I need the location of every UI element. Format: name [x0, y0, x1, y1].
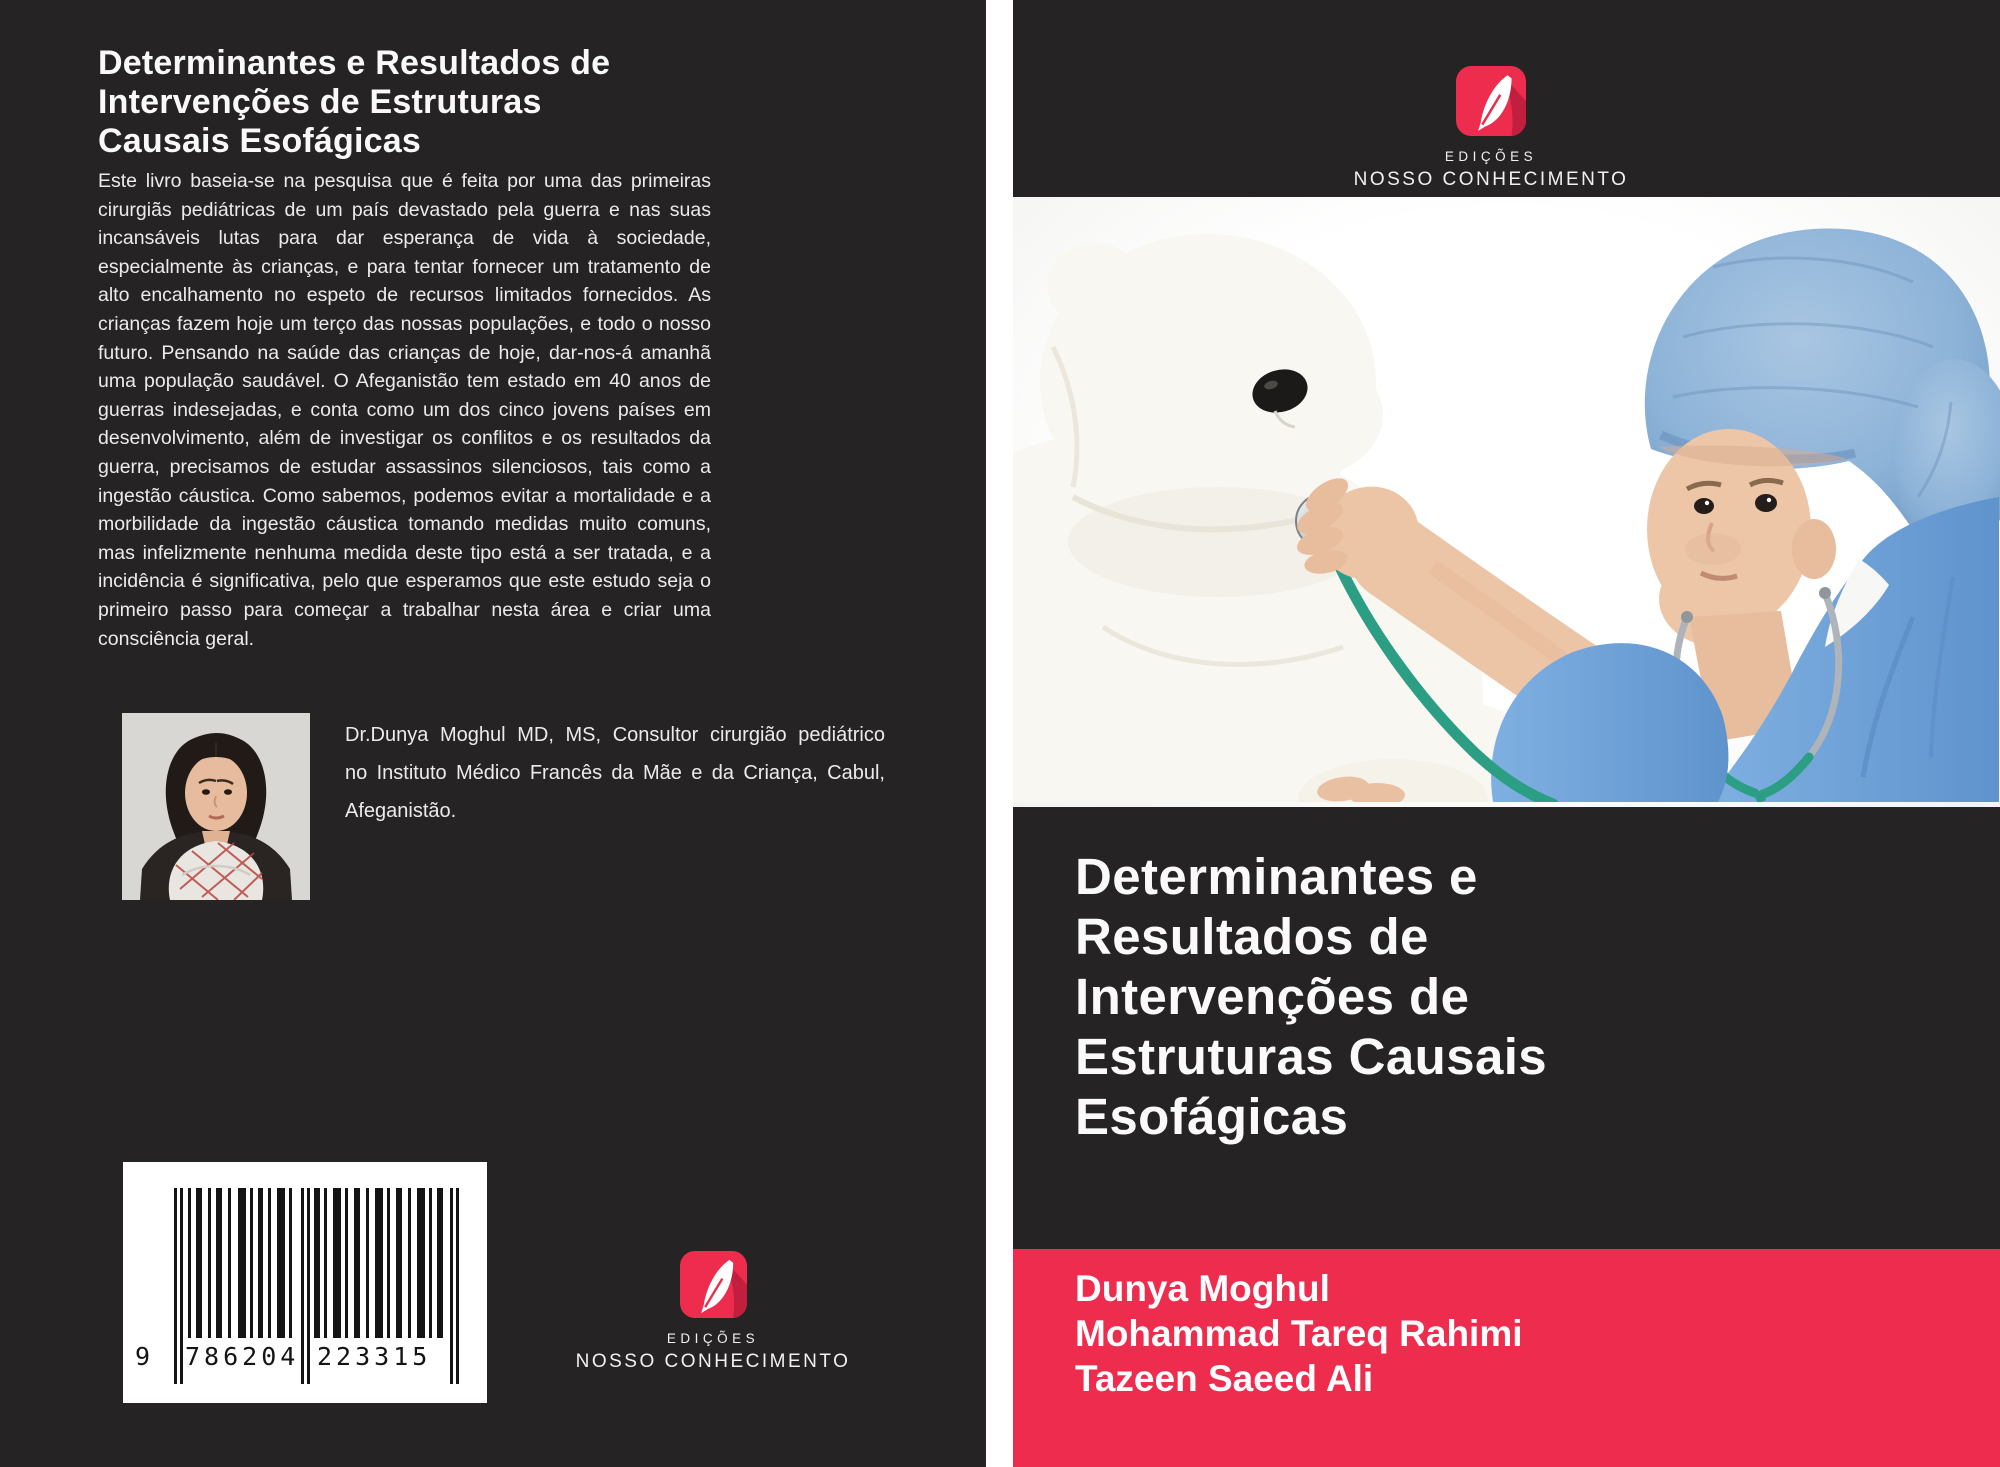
cover-photo-illustration — [1013, 197, 2000, 802]
author-bio-line: Afeganistão. — [345, 800, 457, 822]
publisher-name-bottom: NOSSO CONHECIMENTO — [575, 1351, 851, 1372]
barcode-digit-group: 9 — [135, 1342, 151, 1371]
back-title-line: Intervenções de Estruturas — [98, 83, 542, 121]
barcode-digit-group: 786204 — [185, 1342, 300, 1371]
front-title-line: Resultados de — [1075, 908, 1429, 965]
front-title-line: Esofágicas — [1075, 1088, 1349, 1145]
back-cover-title — [98, 44, 610, 161]
author-bio — [345, 716, 885, 830]
front-title-block — [1013, 807, 2000, 1249]
publisher-logo-back — [543, 1251, 883, 1373]
front-title-line: Determinantes e — [1075, 848, 1478, 905]
publisher-name-top: EDIÇÕES — [666, 1331, 760, 1346]
author-portrait-illustration — [122, 713, 310, 900]
front-cover-header — [1013, 0, 2000, 197]
publisher-name-bottom: NOSSO CONHECIMENTO — [1353, 169, 1629, 190]
author-bio-line: no Instituto Médico Francês da Mãe e da Criança, Cabul, — [345, 762, 885, 784]
author-name: Mohammad Tareq Rahimi — [1075, 1313, 1523, 1354]
front-title-line: Intervenções de — [1075, 968, 1470, 1025]
publisher-logo-front — [1321, 66, 1661, 191]
back-cover — [0, 0, 986, 1467]
barcode-digit-group: 223315 — [317, 1342, 432, 1371]
barcode — [123, 1162, 487, 1403]
cover-photo — [1013, 197, 2000, 807]
front-title-line: Estruturas Causais — [1075, 1028, 1548, 1085]
back-title-line: Determinantes e Resultados de — [98, 44, 611, 82]
publisher-feather-icon — [680, 1251, 747, 1318]
front-authors-band — [1013, 1249, 2000, 1467]
back-cover-description: Este livro baseia-se na pesquisa que é feita por uma das primeiras cirurgiãs pediátricas de um país devastado pela guerra e nas suas incansáveis lutas para dar esperança de vida à sociedade, especialmente às crianças, e para tentar fornecer um tratamento de alto encalhamento no espeto de recursos limitados fornecidos. As crianças fazem hoje um terço das nossas populações, e todo o nosso futuro. Pensando na saúde das crianças de hoje, dar-nos-á amanhã uma população saudável. O Afeganistão tem estado em 40 anos de guerras indesejadas, e conta como um dos cinco jovens países em desenvolvimento, além de investigar os conflitos e os resultados da guerra, precisamos de estudar assassinos silenciosos, tais como a ingestão cáustica. Como sabemos, podemos evitar a mortalidade e a morbilidade da ingestão cáustica tomando medidas muito comuns, mas infelizmente nenhuma medida deste tipo está a ser tratada, e a incidência é significativa, pelo que esperamos que este estudo seja o primeiro passo para começar a trabalhar nesta área e criar uma consciência geral. — [98, 170, 711, 650]
front-cover — [1013, 0, 2000, 1467]
author-name: Tazeen Saeed Ali — [1075, 1358, 1374, 1399]
author-photo — [122, 713, 310, 900]
publisher-name-top: EDIÇÕES — [1444, 149, 1538, 164]
author-bio-line: Dr.Dunya Moghul MD, MS, Consultor cirurgião pediátrico — [345, 724, 885, 746]
publisher-feather-icon — [1456, 66, 1526, 136]
author-name: Dunya Moghul — [1075, 1268, 1330, 1309]
back-title-line: Causais Esofágicas — [98, 122, 421, 160]
page-gutter — [986, 0, 1013, 1467]
